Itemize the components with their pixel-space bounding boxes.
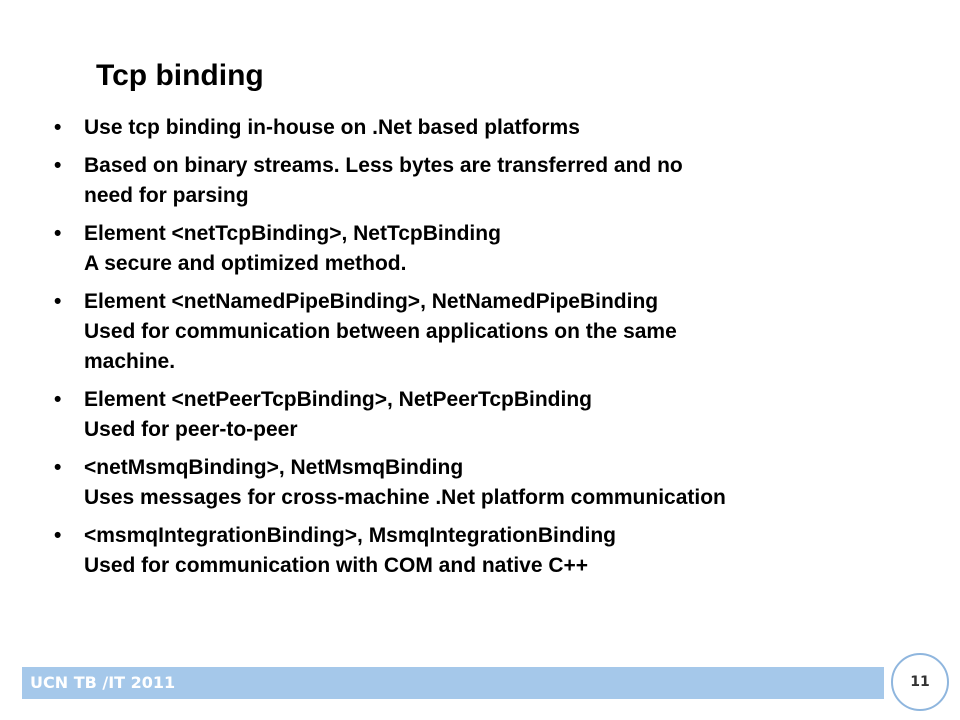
bullet-dot: • xyxy=(54,116,62,139)
bullet-dot: • xyxy=(54,154,62,177)
slide-title: Tcp binding xyxy=(96,59,264,92)
footer-label: UCN TB /IT 2011 xyxy=(30,673,176,692)
bullet-line: Use tcp binding in-house on .Net based platforms xyxy=(84,116,580,139)
bullet-line: A secure and optimized method. xyxy=(84,252,407,275)
bullet-dot: • xyxy=(54,388,62,411)
bullet-dot: • xyxy=(54,524,62,547)
bullet-line: Based on binary streams. Less bytes are transferred and no xyxy=(84,154,683,177)
bullet-line: machine. xyxy=(84,350,176,373)
bullet-item xyxy=(54,219,924,279)
bullet-line: need for parsing xyxy=(84,184,249,207)
page-number: 11 xyxy=(910,674,930,690)
bullet-item xyxy=(54,521,924,581)
bullet-line: Used for peer-to-peer xyxy=(84,418,298,441)
bullet-item xyxy=(54,385,924,445)
bullet-line: Uses messages for cross-machine .Net platform communication xyxy=(84,486,726,509)
bullet-item xyxy=(54,151,924,211)
bullet-line: Element <netPeerTcpBinding>, NetPeerTcpBinding xyxy=(84,388,592,411)
bullet-line: Used for communication between applications on the same xyxy=(84,320,677,343)
bullet-dot: • xyxy=(54,222,62,245)
page-number-badge xyxy=(891,653,949,711)
bullet-item xyxy=(54,287,924,377)
bullet-line: <msmqIntegrationBinding>, MsmqIntegrationBinding xyxy=(84,524,617,547)
bullet-item xyxy=(54,113,924,143)
bullet-line: <netMsmqBinding>, NetMsmqBinding xyxy=(84,456,464,479)
bullet-dot: • xyxy=(54,456,62,479)
bullet-list xyxy=(54,113,924,589)
bullet-line: Used for communication with COM and native C++ xyxy=(84,554,589,577)
bullet-dot: • xyxy=(54,290,62,313)
bullet-line: Element <netNamedPipeBinding>, NetNamedPipeBinding xyxy=(84,290,659,313)
bullet-line: Element <netTcpBinding>, NetTcpBinding xyxy=(84,222,501,245)
bullet-item xyxy=(54,453,924,513)
footer-bar xyxy=(22,667,884,699)
